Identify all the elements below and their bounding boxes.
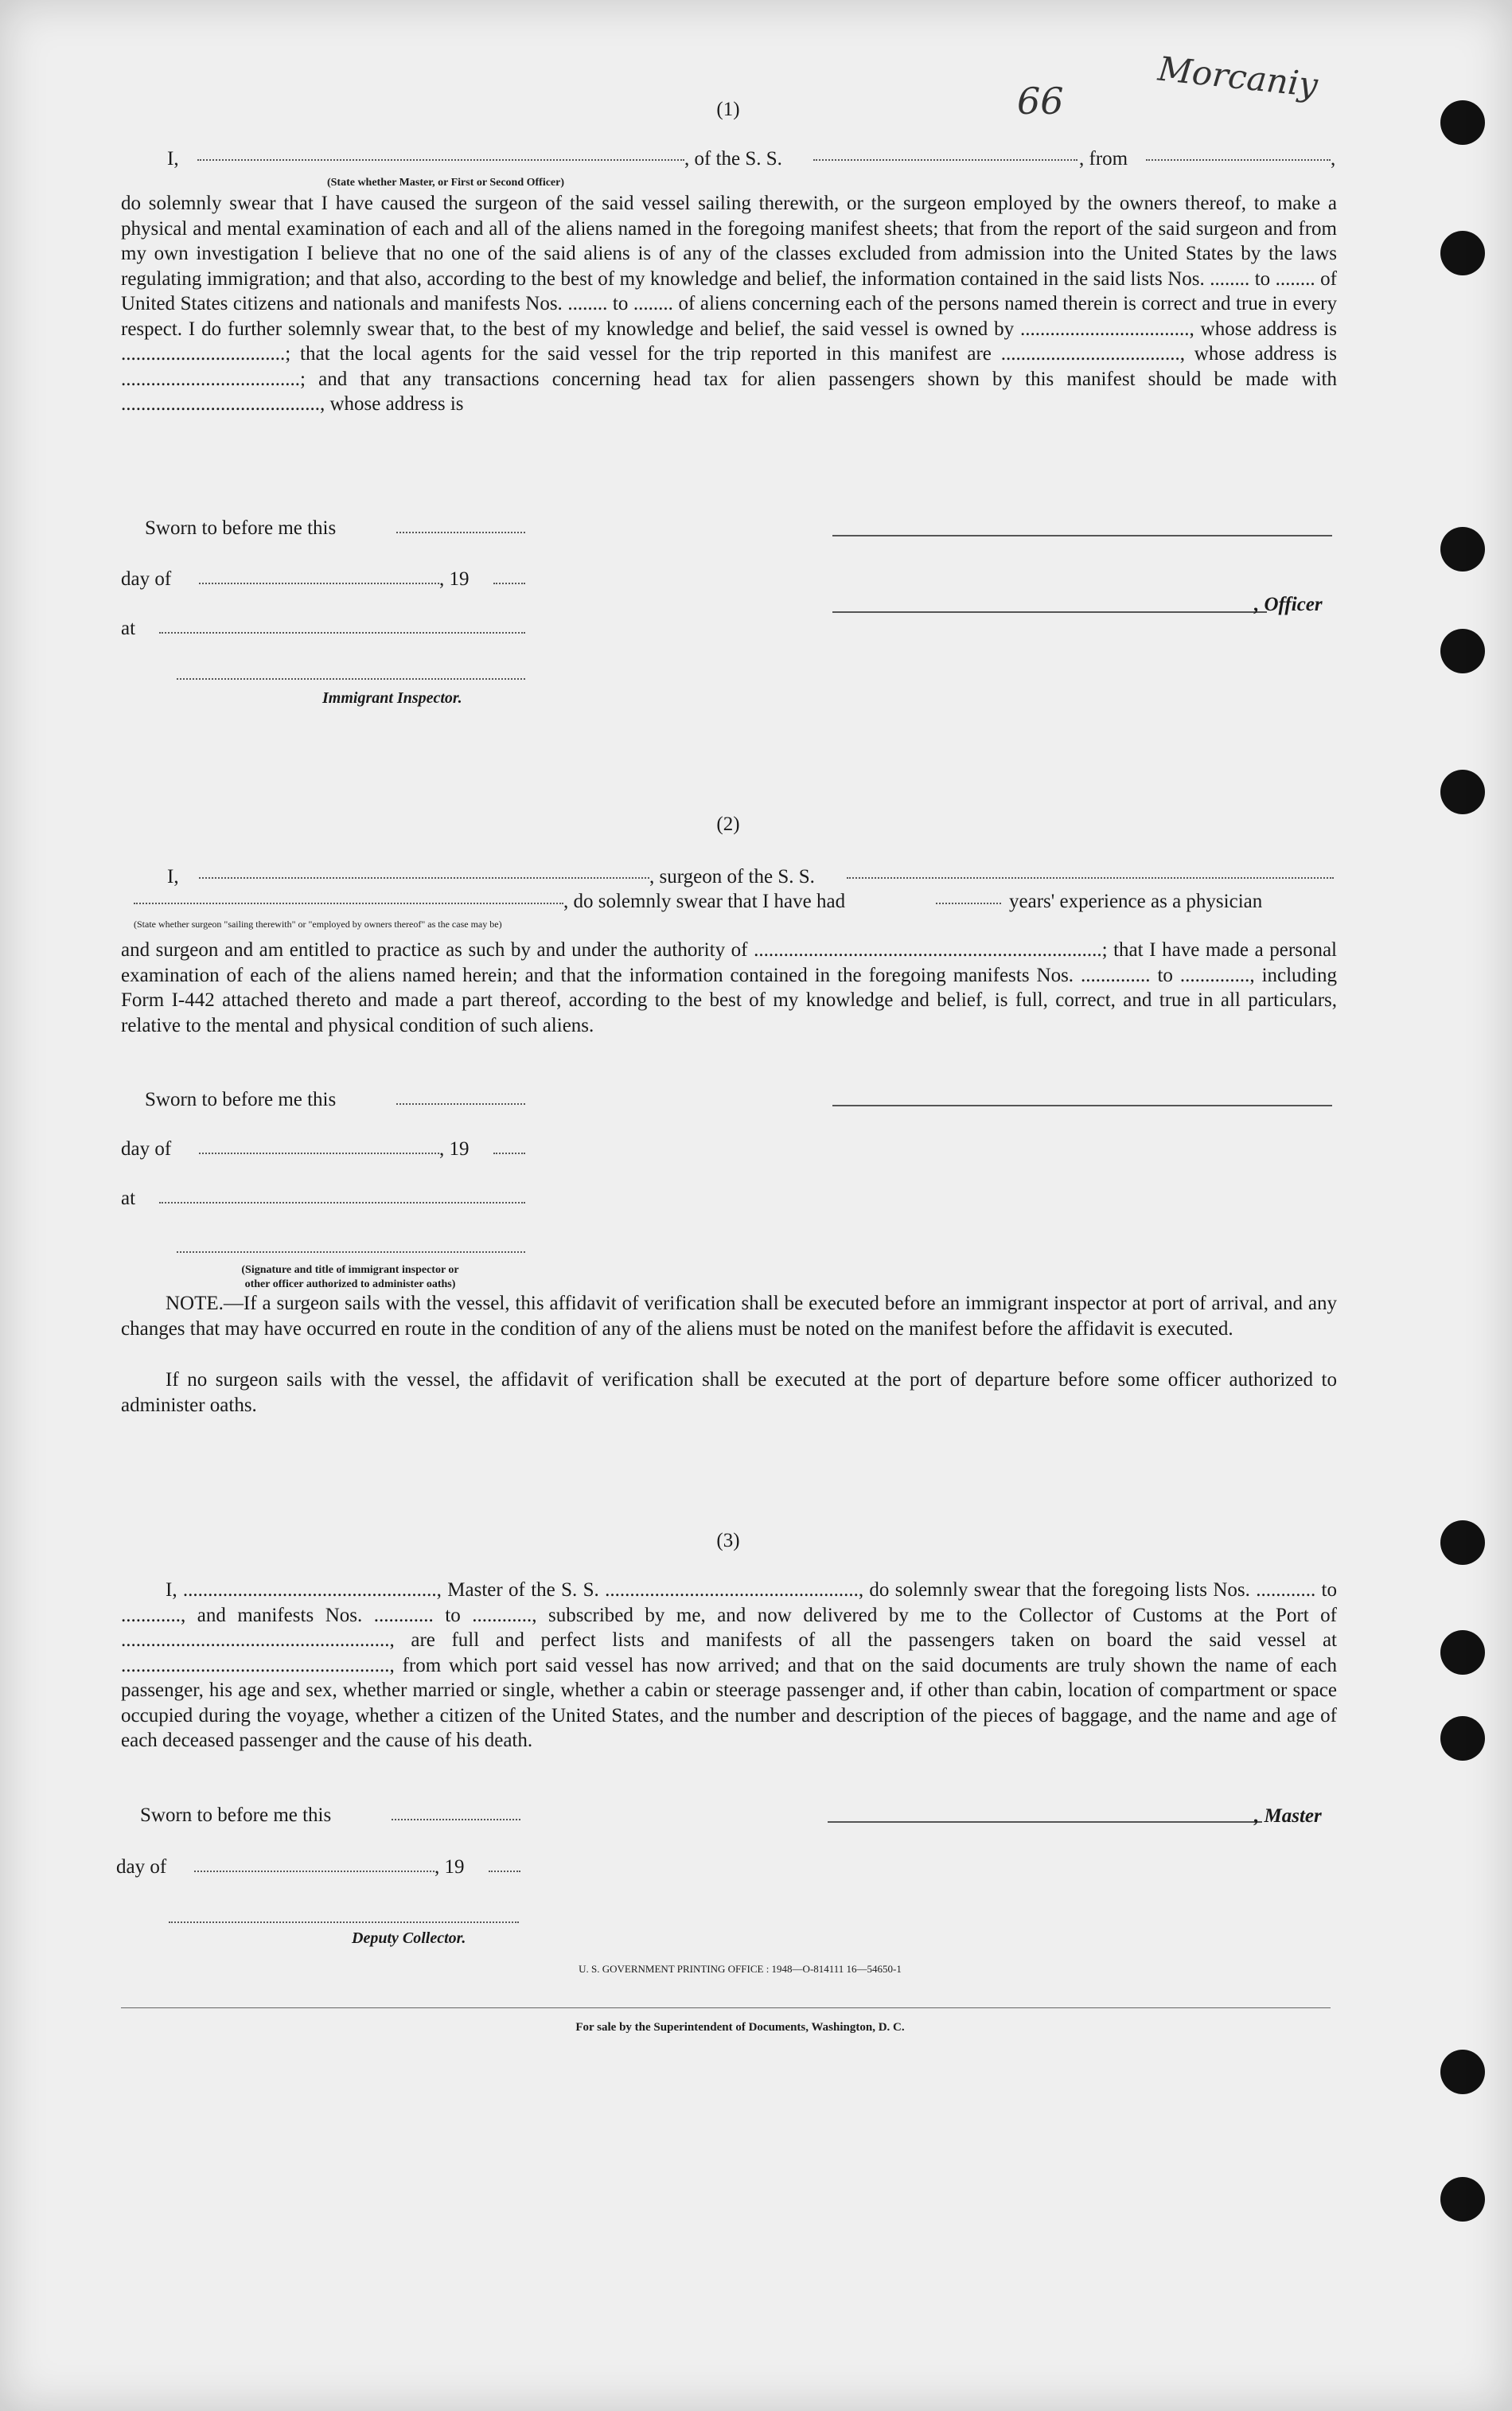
binder-hole xyxy=(1440,100,1485,145)
surgeon-note: NOTE.—If a surgeon sails with the vessel, this affidavit of verification shall be executed before an immigrant inspector at port of arrival, and any changes that may have occurred en route in the condition of any of the aliens must be noted on the manifest before the affidavit is executed. xyxy=(121,1293,1337,1340)
surgeon-capacity-field[interactable] xyxy=(134,903,563,904)
officer-title-line[interactable] xyxy=(832,611,1267,613)
at-place-field-2[interactable] xyxy=(159,1202,525,1204)
line-end-comma: , xyxy=(1331,148,1336,170)
day-of-field-3[interactable] xyxy=(194,1871,435,1872)
day-of-label-2: day of xyxy=(121,1138,172,1160)
binder-hole xyxy=(1440,770,1485,814)
solemnly-swear-label: , do solemnly swear that I have had xyxy=(563,891,846,912)
sworn-date-field-2[interactable] xyxy=(396,1103,525,1105)
binder-hole xyxy=(1440,231,1485,275)
sale-notice: For sale by the Superintendent of Documents, Washington, D. C. xyxy=(575,2021,905,2034)
from-port-field[interactable] xyxy=(1146,159,1331,161)
day-of-label-1: day of xyxy=(121,568,172,590)
binder-hole xyxy=(1440,629,1485,673)
year-label-3: , 19 xyxy=(435,1856,465,1878)
surgeon-capacity-caption: (State whether surgeon "sailing therewith" or "employed by owners thereof" as the case may be) xyxy=(134,919,502,930)
collector-signature-line[interactable] xyxy=(169,1921,519,1923)
section-1-oath-text: do solemnly swear that I have caused the surgeon of the said vessel sailing therewith, or the surgeon employed by the owners thereof, to make a physical and mental examination of each and all of the aliens named in the foregoing manifest sheets; that from the report of the said surgeon and from my own investigation I believe that no one of the said aliens is of any of the classes excluded from admission into the United States by the laws regulating immigration; and that also, according to the best of my knowledge and belief, the information contained in the said lists Nos. ........ to ........ of United States citizens and nationals and manifests Nos. ........ to ........ of aliens concerning each of the persons named therein is correct and true in every respect. I do further solemnly swear that, to the best of my knowledge and belief, the said vessel is owned by .................................., whose address is .................................; that the local agents for the said vessel for the trip reported in this manifest are ...................................., whose address is ....................................; and that any transactions concerning head tax for alien passengers shown by this manifest should be made with ........................................, whose address is xyxy=(121,193,1337,415)
printing-office-imprint: U. S. GOVERNMENT PRINTING OFFICE : 1948—O-814111 16—54650-1 xyxy=(579,1963,902,1975)
day-of-field-2[interactable] xyxy=(199,1153,439,1154)
officer-name-field[interactable] xyxy=(197,159,684,161)
officer-label: , Officer xyxy=(1254,594,1323,615)
day-of-field-1[interactable] xyxy=(199,583,439,584)
from-label: , from xyxy=(1079,148,1128,170)
surgeon-vessel-field[interactable] xyxy=(847,877,1334,879)
binder-hole xyxy=(1440,2050,1485,2094)
year-label-2: , 19 xyxy=(439,1138,470,1160)
binder-hole xyxy=(1440,527,1485,572)
handwritten-page-number: 66 xyxy=(1017,80,1064,123)
section-2-i-label: I, xyxy=(167,866,179,888)
inspector-signature-line[interactable] xyxy=(177,678,525,680)
section-3-oath-text: I, ..................................................., Master of the S. S. ..................................................., do solemnly swear that the foregoing lists Nos. ............ to ............, and manifests Nos. ............ to ............, subscribed by me, and now delivered by me to the Collector of Customs at the Port of ......................................................, are full and perfect lists and manifests of all the passengers taken on board the said vessel at ......................................................, from which port said vessel has now arrived; and that on the said documents are truly shown the name of each passenger, his age and sex, whether married or single, whether a cabin or steerage passenger and, if other than cabin, location of compartment or space occupied during the voyage, whether a citizen of the United States, and the number and description of the pieces of baggage, and the name and age of each deceased passenger and the cause of his death. xyxy=(121,1579,1337,1751)
signature-caption-line-1: (Signature and title of immigrant inspector or xyxy=(241,1264,459,1276)
sworn-label-2: Sworn to before me this xyxy=(145,1089,337,1110)
surgeon-of-ss-label: , surgeon of the S. S. xyxy=(649,866,815,888)
sworn-label-3: Sworn to before me this xyxy=(140,1804,332,1826)
section-2-number: (2) xyxy=(716,813,740,835)
at-label-1: at xyxy=(121,618,136,639)
years-experience-label: years' experience as a physician xyxy=(1009,891,1263,912)
year-field-3[interactable] xyxy=(489,1871,520,1872)
footer-rule xyxy=(121,2007,1331,2008)
binder-hole xyxy=(1440,1630,1485,1675)
year-field-2[interactable] xyxy=(493,1153,525,1154)
years-experience-field[interactable] xyxy=(936,903,1001,904)
handwritten-name: Morcaniy xyxy=(1155,49,1320,105)
surgeon-signature-line[interactable] xyxy=(832,1105,1332,1106)
vessel-name-field[interactable] xyxy=(813,159,1077,161)
day-of-label-3: day of xyxy=(116,1856,167,1878)
sworn-date-field-1[interactable] xyxy=(396,532,525,533)
master-signature-line[interactable] xyxy=(828,1821,1262,1823)
year-label-1: , 19 xyxy=(439,568,470,590)
section-1-i-label: I, xyxy=(167,148,179,170)
section-3-number: (3) xyxy=(716,1530,740,1551)
surgeon-name-field[interactable] xyxy=(199,877,649,879)
deputy-collector-label: Deputy Collector. xyxy=(352,1929,466,1947)
of-ss-label: , of the S. S. xyxy=(684,148,782,170)
binder-hole xyxy=(1440,1520,1485,1565)
no-surgeon-note: If no surgeon sails with the vessel, the affidavit of verification shall be executed at the port of departure before some officer authorized to administer oaths. xyxy=(121,1369,1337,1416)
binder-hole xyxy=(1440,2177,1485,2222)
at-label-2: at xyxy=(121,1188,136,1209)
signature-caption-line-2: other officer authorized to administer oaths) xyxy=(244,1278,456,1290)
sworn-label-1: Sworn to before me this xyxy=(145,517,337,539)
immigrant-inspector-label: Immigrant Inspector. xyxy=(322,689,462,707)
section-2-oath-text: and surgeon and am entitled to practice as such by and under the authority of ......................................................................; that I have made a personal examination of each of the aliens named herein; and that the information contained in the foregoing manifests Nos. .............. to .............., including Form I-442 attached thereto and made a part thereof, according to the best of my knowledge and belief, is full, correct, and true in all particulars, relative to the mental and physical condition of such aliens. xyxy=(121,939,1337,1036)
at-place-field-1[interactable] xyxy=(159,632,525,634)
master-label: , Master xyxy=(1254,1805,1322,1827)
oath-officer-signature-line[interactable] xyxy=(177,1251,525,1253)
officer-signature-line[interactable] xyxy=(832,535,1332,536)
year-field-1[interactable] xyxy=(493,583,525,584)
officer-rank-caption: (State whether Master, or First or Second Officer) xyxy=(326,177,565,189)
sworn-date-field-3[interactable] xyxy=(392,1819,520,1820)
binder-hole xyxy=(1440,1716,1485,1761)
section-1-number: (1) xyxy=(716,99,740,120)
